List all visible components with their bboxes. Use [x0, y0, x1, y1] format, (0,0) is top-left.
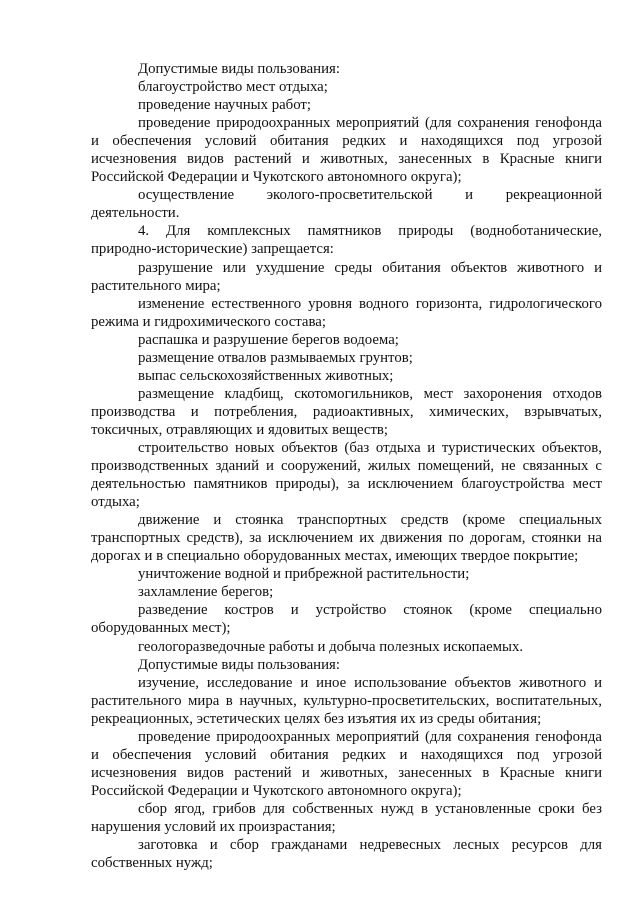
paragraph: проведение природоохранных мероприятий (для сохранения генофонда и обеспечения условий обитания редких и находящихся под угрозой исчезновения видов растений и животных, занесенных в Красные книги Российской Федерации и Чукотского автономного округа);: [91, 115, 602, 186]
paragraph: изменение естественного уровня водного горизонта, гидрологического режима и гидрохимического состава;: [91, 295, 602, 330]
paragraph: проведение научных работ;: [138, 97, 311, 114]
paragraph: осуществление эколого-просветительской и рекреационной деятельности.: [91, 187, 602, 222]
paragraph: сбор ягод, грибов для собственных нужд в установленные сроки без нарушения условий их произрастания;: [91, 800, 602, 835]
document-body: [91, 60, 602, 872]
paragraph: размещение кладбищ, скотомогильников, мест захоронения отходов производства и потребления, радиоактивных, химических, взрывчатых, токсичных, отравляющих и ядовитых веществ;: [91, 385, 602, 438]
paragraph: уничтожение водной и прибрежной растительности;: [138, 566, 470, 583]
paragraph: 4. Для комплексных памятников природы (водноботанические, природно-исторические) запрещается:: [91, 223, 602, 258]
paragraph: проведение природоохранных мероприятий (для сохранения генофонда и обеспечения условий обитания редких и находящихся под угрозой исчезновения видов растений и животных, занесенных в Красные книги Российской Федерации и Чукотского автономного округа);: [91, 728, 602, 799]
paragraph: изучение, исследование и иное использование объектов животного и растительного мира в научных, культурно-просветительских, воспитательных, рекреационных, эстетических целях без изъятия их из среды обитания;: [91, 674, 602, 727]
paragraph: захламление берегов;: [138, 584, 274, 601]
paragraph: строительство новых объектов (баз отдыха и туристических объектов, производственных зданий и сооружений, жилых помещений, не связанных с деятельностью памятников природы), за исключением благоустройства мест отдыха;: [91, 439, 602, 511]
paragraph: благоустройство мест отдыха;: [138, 79, 328, 96]
paragraph: Допустимые виды пользования:: [138, 61, 340, 77]
paragraph: выпас сельскохозяйственных животных;: [138, 367, 394, 384]
paragraph: разрушение или ухудшение среды обитания объектов животного и растительного мира;: [91, 259, 602, 294]
paragraph: геологоразведочные работы и добыча полезных ископаемых.: [138, 638, 524, 655]
paragraph: разведение костров и устройство стоянок (кроме специально оборудованных мест);: [91, 602, 602, 637]
paragraph: движение и стоянка транспортных средств (кроме специальных транспортных средств), за исключением их движения по дорогам, стоянки на дорогах и в специально оборудованных местах, имеющих твердое покрытие;: [91, 512, 602, 565]
paragraph: распашка и разрушение берегов водоема;: [138, 331, 399, 348]
paragraph: заготовка и сбор гражданами недревесных лесных ресурсов для собственных нужд;: [91, 837, 602, 872]
paragraph: Допустимые виды пользования:: [138, 656, 340, 673]
paragraph: размещение отвалов размываемых грунтов;: [138, 349, 413, 366]
